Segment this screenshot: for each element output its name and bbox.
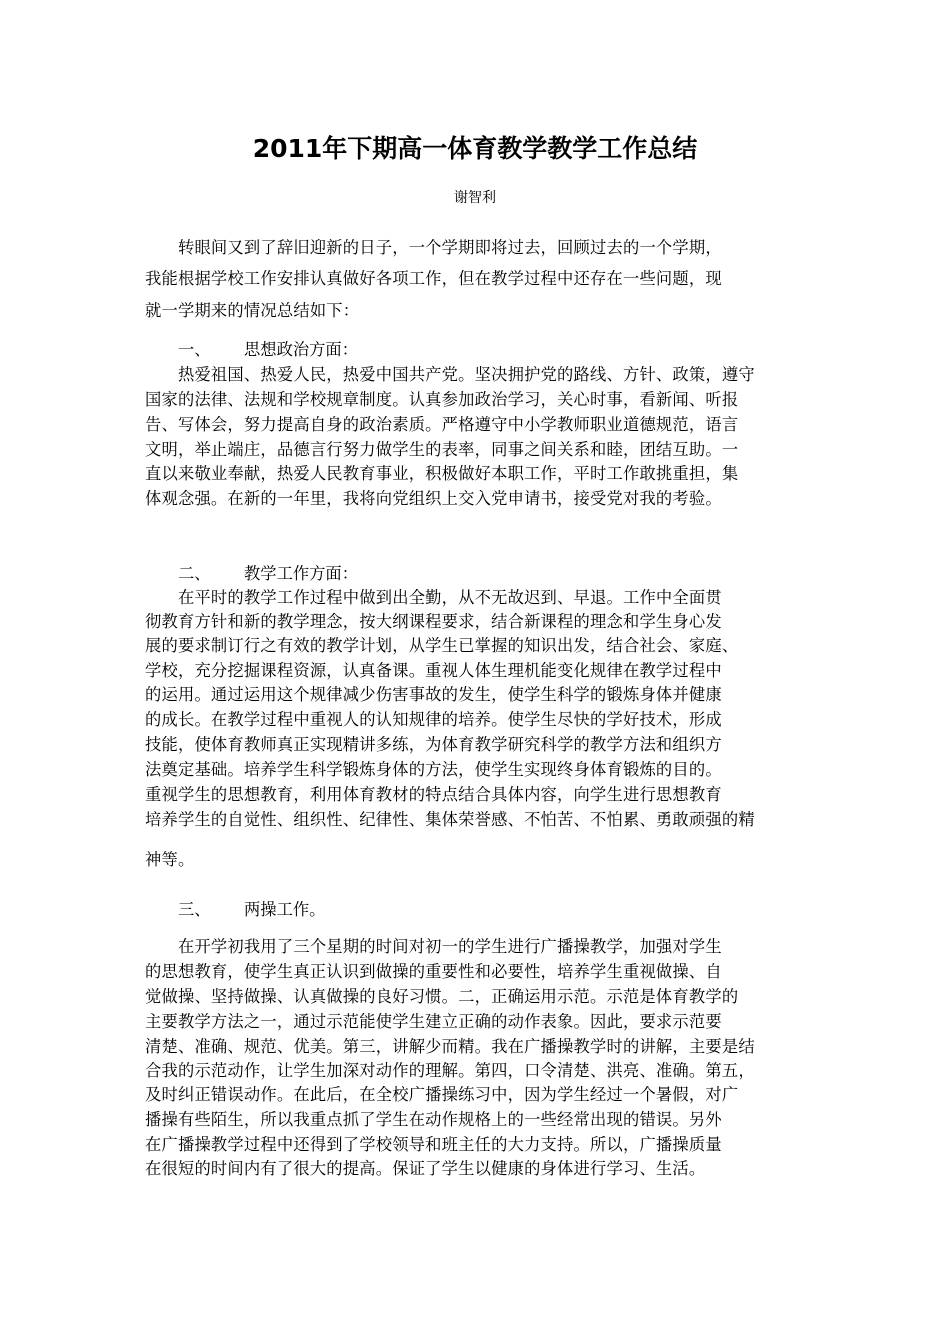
intro-line: 我能根据学校工作安排认真做好各项工作，但在教学过程中还存在一些问题，现 [145, 269, 722, 288]
section-3-line: 在广播操教学过程中还得到了学校领导和班主任的大力支持。所以，广播操质量 [145, 1135, 722, 1154]
section-2-line: 彻教育方针和新的教学理念，按大纲课程要求，结合新课程的理念和学生身心发 [145, 612, 722, 631]
section-number: 一、 [178, 340, 211, 359]
section-3-line: 在很短的时间内有了很大的提高。保证了学生以健康的身体进行学习、生活。 [145, 1159, 706, 1178]
section-1-line: 告、写体会，努力提高自身的政治素质。严格遵守中小学教师职业道德规范，语言 [145, 415, 739, 434]
document-title: 2011年下期高一体育教学教学工作总结 [252, 134, 698, 163]
section-2-line: 重视学生的思想教育，利用体育教材的特点结合具体内容，向学生进行思想教育 [145, 785, 722, 804]
section-2-line: 展的要求制订行之有效的教学计划，从学生已掌握的知识出发，结合社会、家庭、 [145, 636, 739, 655]
section-3-line: 及时纠正错误动作。在此后，在全校广播操练习中，因为学生经过一个暑假，对广 [145, 1085, 739, 1104]
section-heading-3 [178, 898, 325, 922]
intro-line: 就一学期来的情况总结如下： [145, 301, 360, 320]
section-heading-text: 思想政治方面： [244, 340, 358, 359]
section-number: 三、 [178, 900, 211, 919]
section-heading-text: 两操工作。 [244, 900, 326, 919]
section-2-line: 培养学生的自觉性、组织性、纪律性、集体荣誉感、不怕苦、不怕累、勇敢顽强的精 [145, 810, 755, 829]
document-author: 谢智利 [454, 190, 496, 206]
section-2-line: 学校，充分挖掘课程资源，认真备课。重视人体生理机能变化规律在教学过程中 [145, 661, 722, 680]
section-2-line: 的成长。在教学过程中重视人的认知规律的培养。使学生尽快的学好技术，形成 [145, 710, 722, 729]
section-3-line: 觉做操、坚持做操、认真做操的良好习惯。二，正确运用示范。示范是体育教学的 [145, 987, 739, 1006]
section-heading-1 [178, 338, 358, 362]
section-2-line: 在平时的教学工作过程中做到出全勤，从不无故迟到、早退。工作中全面贯 [145, 588, 722, 607]
section-number: 二、 [178, 564, 211, 583]
section-3-line: 主要教学方法之一，通过示范能使学生建立正确的动作表象。因此，要求示范要 [145, 1012, 722, 1031]
section-2-line: 法奠定基础。培养学生科学锻炼身体的方法，使学生实现终身体育锻炼的目的。 [145, 760, 722, 779]
section-1-line: 体观念强。在新的一年里，我将向党组织上交入党申请书，接受党对我的考验。 [145, 489, 722, 508]
section-heading-2 [178, 562, 358, 586]
section-3-line: 合我的示范动作，让学生加深对动作的理解。第四，口令清楚、洪亮、准确。第五， [145, 1061, 755, 1080]
section-3-line: 在开学初我用了三个星期的时间对初一的学生进行广播操教学，加强对学生 [145, 937, 722, 956]
section-2-line: 的运用。通过运用这个规律减少伤害事故的发生，使学生科学的锻炼身体并健康 [145, 685, 722, 704]
section-3-line: 播操有些陌生，所以我重点抓了学生在动作规格上的一些经常出现的错误。另外 [145, 1110, 722, 1129]
section-3-line: 清楚、准确、规范、优美。第三，讲解少而精。我在广播操教学时的讲解，主要是结 [145, 1037, 755, 1056]
section-2-line: 神等。 [145, 850, 195, 869]
section-3-line: 的思想教育，使学生真正认识到做操的重要性和必要性，培养学生重视做操、自 [145, 962, 722, 981]
intro-line: 转眼间又到了辞旧迎新的日子，一个学期即将过去，回顾过去的一个学期， [145, 238, 722, 257]
section-1-line: 热爱祖国、热爱人民，热爱中国共产党。坚决拥护党的路线、方针、政策，遵守 [145, 365, 755, 384]
section-1-line: 文明，举止端庄，品德言行努力做学生的表率，同事之间关系和睦，团结互助。一 [145, 440, 739, 459]
section-2-line: 技能，使体育教师真正实现精讲多练，为体育教学研究科学的教学方法和组织方 [145, 735, 722, 754]
section-1-line: 直以来敬业奉献，热爱人民教育事业，积极做好本职工作，平时工作敢挑重担，集 [145, 464, 739, 483]
section-heading-text: 教学工作方面： [244, 564, 358, 583]
section-1-line: 国家的法律、法规和学校规章制度。认真参加政治学习，关心时事，看新闻、听报 [145, 390, 739, 409]
